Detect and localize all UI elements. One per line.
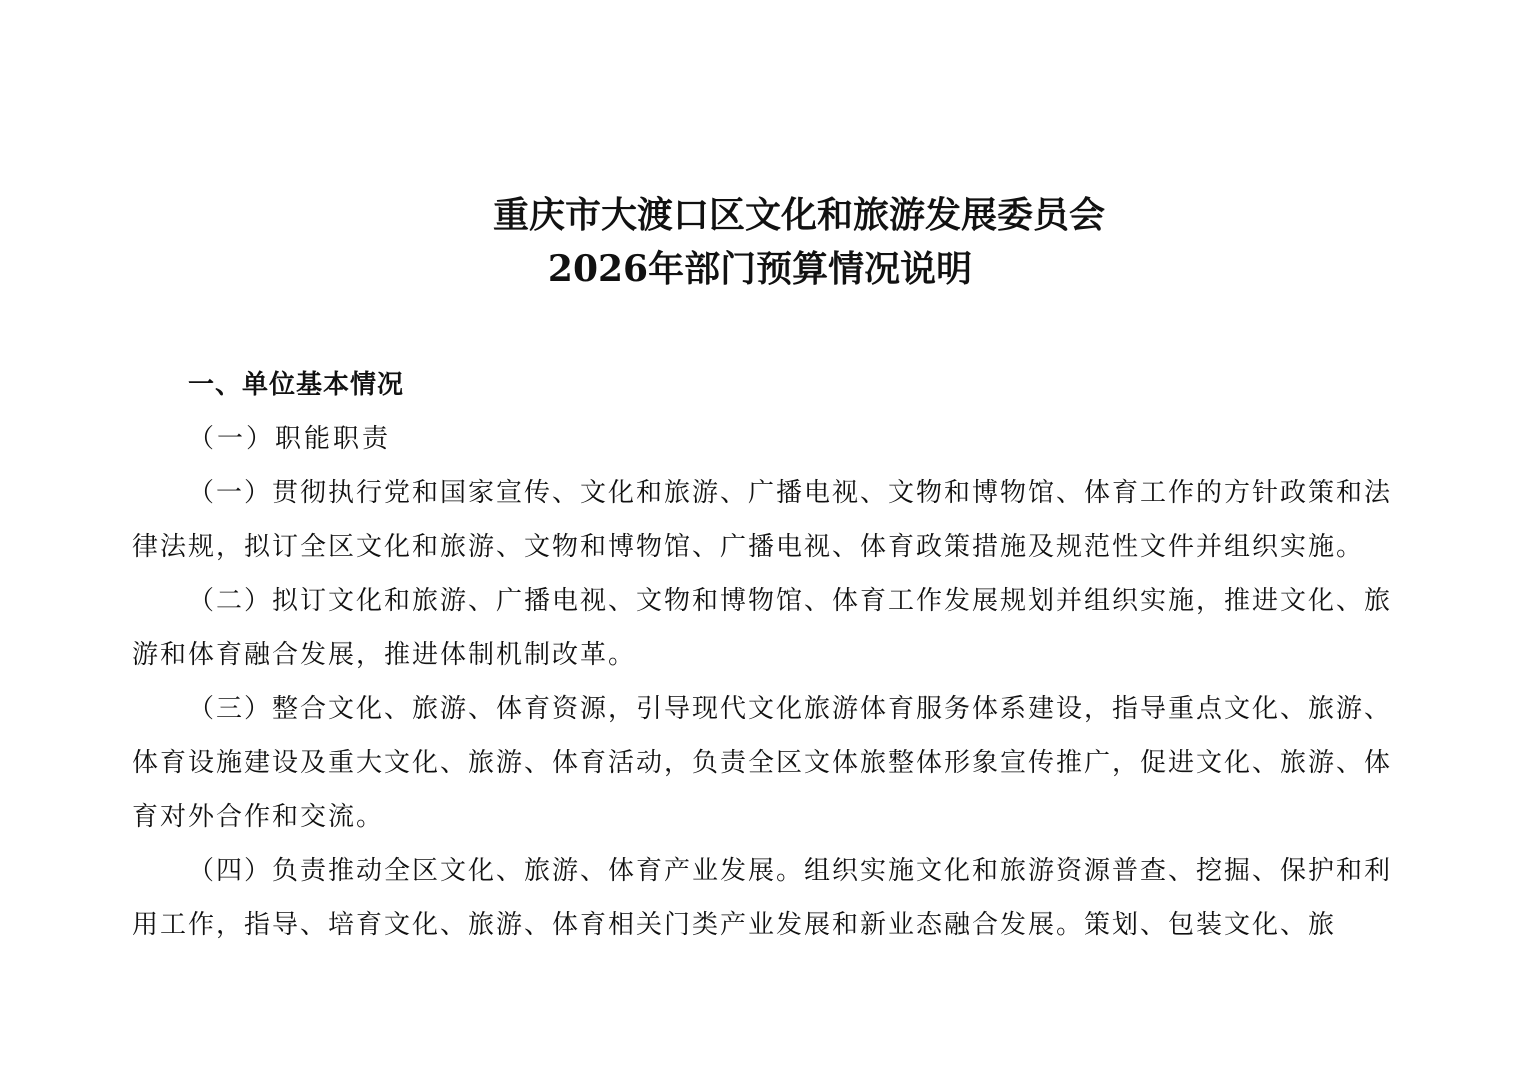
section-heading: 一、单位基本情况 [188,370,405,400]
paragraph-2: （二）拟订文化和旅游、广播电视、文物和博物馆、体育工作发展规划并组织实施，推进文化、旅游和体育融合发展，推进体制机制改革。 [132,586,1393,670]
document-body [132,358,1392,952]
subsection-heading: （一）职能职责 [188,424,392,454]
document-title [0,188,1520,296]
paragraph-3: （三）整合文化、旅游、体育资源，引导现代文化旅游体育服务体系建设，指导重点文化、旅游、体育设施建设及重大文化、旅游、体育活动，负责全区文体旅整体形象宣传推广，促进文化、旅游、体育对外合作和交流。 [132,694,1393,832]
paragraph-4: （四）负责推动全区文化、旅游、体育产业发展。组织实施文化和旅游资源普查、挖掘、保护和利用工作，指导、培育文化、旅游、体育相关门类产业发展和新业态融合发展。策划、包装文化、旅 [132,856,1393,940]
paragraph-1: （一）贯彻执行党和国家宣传、文化和旅游、广播电视、文物和博物馆、体育工作的方针政策和法律法规，拟订全区文化和旅游、文物和博物馆、广播电视、体育政策措施及规范性文件并组织实施。 [132,478,1393,562]
title-line-2: 2026年部门预算情况说明 [547,248,973,290]
title-line-1: 重庆市大渡口区文化和旅游发展委员会 [492,194,1105,236]
